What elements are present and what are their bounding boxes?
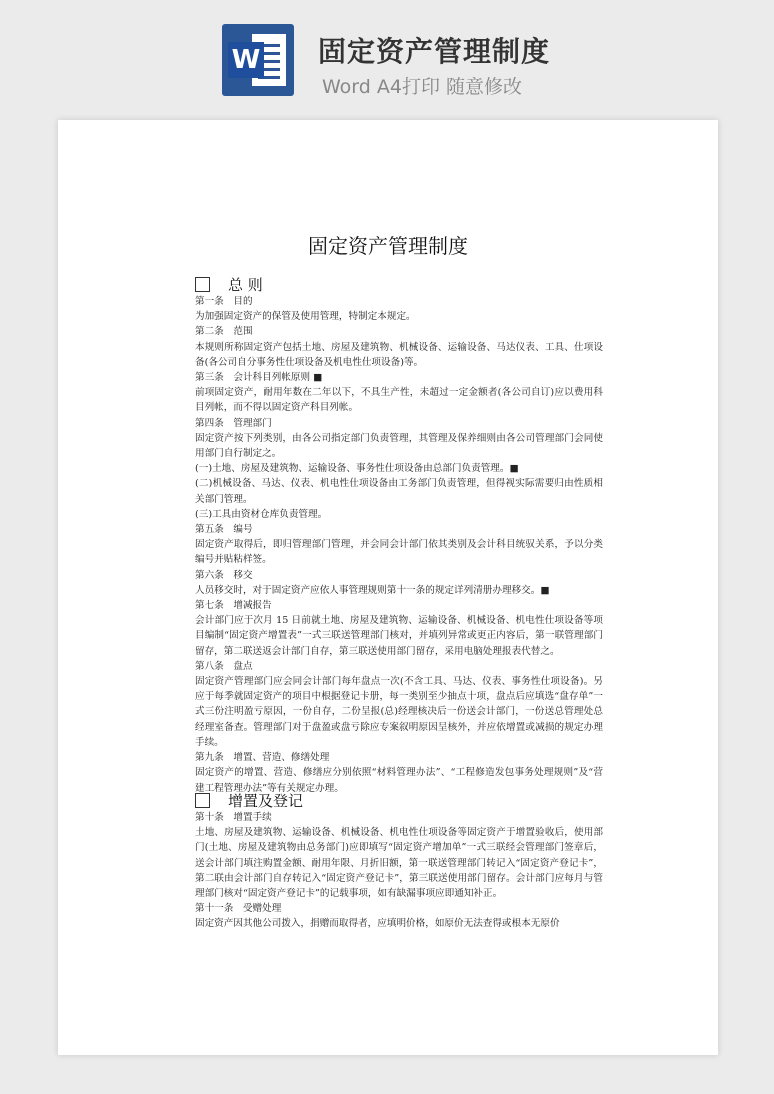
checkbox-icon <box>195 277 210 292</box>
text-line: 人员移交时，对于固定资产应依人事管理规则第十一条的规定详列清册办理移交。■ <box>195 584 550 596</box>
text-line: 第二条 范围 <box>195 326 253 338</box>
checkbox-icon <box>195 793 210 808</box>
text-line: 固定资产取得后，即归管理部门管理，并会同会计部门依其类别及会计科目统驭关系，予以分类编号并贴粘样签。 <box>195 539 603 566</box>
document-page <box>58 120 718 1055</box>
text-line: (三)工具由资材仓库负责管理。 <box>195 508 328 520</box>
text-line: 第十一条 受赠处理 <box>195 903 282 915</box>
text-line: 会计部门应于次月 15 日前就土地、房屋及建筑物、运输设备、机械设备、机电性仕项设备等项目编制“固定资产增置表”一式三联送管理部门核对，并填列异常或更正内容后，第一联管理部门留存，第二联送返会计部门自存，第三联送使用部门留存，采用电脑处理报表代替之。 <box>195 615 603 657</box>
text-line: 第九条 增置、营造、修缮处理 <box>195 752 330 764</box>
text-line: 第三条 会计科目列帐原则 ■ <box>195 372 323 384</box>
top-banner <box>0 0 774 112</box>
word-logo-icon: W <box>222 24 294 96</box>
section-heading-general: 总 则 <box>195 274 263 295</box>
section-heading-acquisition: 增置及登记 <box>195 790 303 811</box>
text-line: 第五条 编号 <box>195 524 253 536</box>
document-title: 固定资产管理制度 <box>308 234 468 258</box>
section-body-acquisition <box>195 810 603 932</box>
text-line: 固定资产按下列类别，由各公司指定部门负责管理，其管理及保养细则由各公司管理部门会同使用部门自行制定之。 <box>195 432 603 460</box>
text-line: 第八条 盘点 <box>195 660 253 672</box>
text-line: 第四条 管理部门 <box>195 417 272 429</box>
text-line: 固定资产管理部门应会同会计部门每年盘点一次(不含工具、马达、仪表、事务性仕项设备)。另应于每季就固定资产的项目中根据登记卡册，每一类别至少抽点十项，盘点后应填选“盘存单”一式三份注明盈亏原因，一份自存，二份呈报(总)经理核决后一份送会计部门，一份送总管理处总经理室备查。管理部门对于盘盈或盘亏除应专案叙明原因呈核外，并应依增置或减损的规定办理手续。 <box>195 676 603 748</box>
text-line: 第十条 增置手续 <box>195 812 272 823</box>
text-line: 本规则所称固定资产包括土地、房屋及建筑物、机械设备、运输设备、马达仪表、工具、仕项设备(各公司自分事务性仕项设备及机电性仕项设备)等。 <box>195 341 603 368</box>
text-line: 第六条 移交 <box>195 569 253 581</box>
text-line: 为加强固定资产的保管及使用管理，特制定本规定。 <box>195 311 416 323</box>
banner-subtitle: Word A4打印 随意修改 <box>322 76 523 98</box>
text-line: (一)土地、房屋及建筑物、运输设备、事务性仕项设备由总部门负责管理。■ <box>195 463 519 475</box>
text-line: 固定资产因其他公司拨入，捐赠而取得者，应填明价格，如原价无法查得或根本无原价 <box>195 918 560 930</box>
banner-title: 固定资产管理制度 <box>318 35 551 68</box>
text-line: 第一条 目的 <box>195 296 253 307</box>
text-line: (二)机械设备、马达、仪表、机电性仕项设备由工务部门负责管理，但得视实际需要归由性质相关部门管理。 <box>195 478 603 505</box>
text-line: 固定资产的增置、营造、修缮应分别依照“材料管理办法”、“工程修造发包事务处理规则”及“营建工程管理办法”等有关规定办理。 <box>195 767 603 794</box>
text-line: 前项固定资产，耐用年数在二年以下，不具生产性，未超过一定金额者(各公司自订)应以费用科目列帐，而不得以固定资产科目列帐。 <box>195 387 603 414</box>
text-line: 土地、房屋及建筑物、运输设备、机械设备、机电性仕项设备等固定资产于增置验收后，使用部门(土地、房屋及建筑物由总务部门)应即填写“固定资产增加单”一式三联经会管理部门签章后，送会计部门填注购置金额、耐用年限、月折旧额，第一联送管理部门转记入“固定资产登记卡”，第二联由会计部门自存转记入“固定资产登记卡”，第三联送使用部门留存。会计部门应每月与管理部门核对“固定资产登记卡”的记载事项，如有缺漏事项应即通知补正。 <box>195 827 603 900</box>
section-body-general <box>195 294 603 796</box>
text-line: 第七条 增减报告 <box>195 600 272 612</box>
